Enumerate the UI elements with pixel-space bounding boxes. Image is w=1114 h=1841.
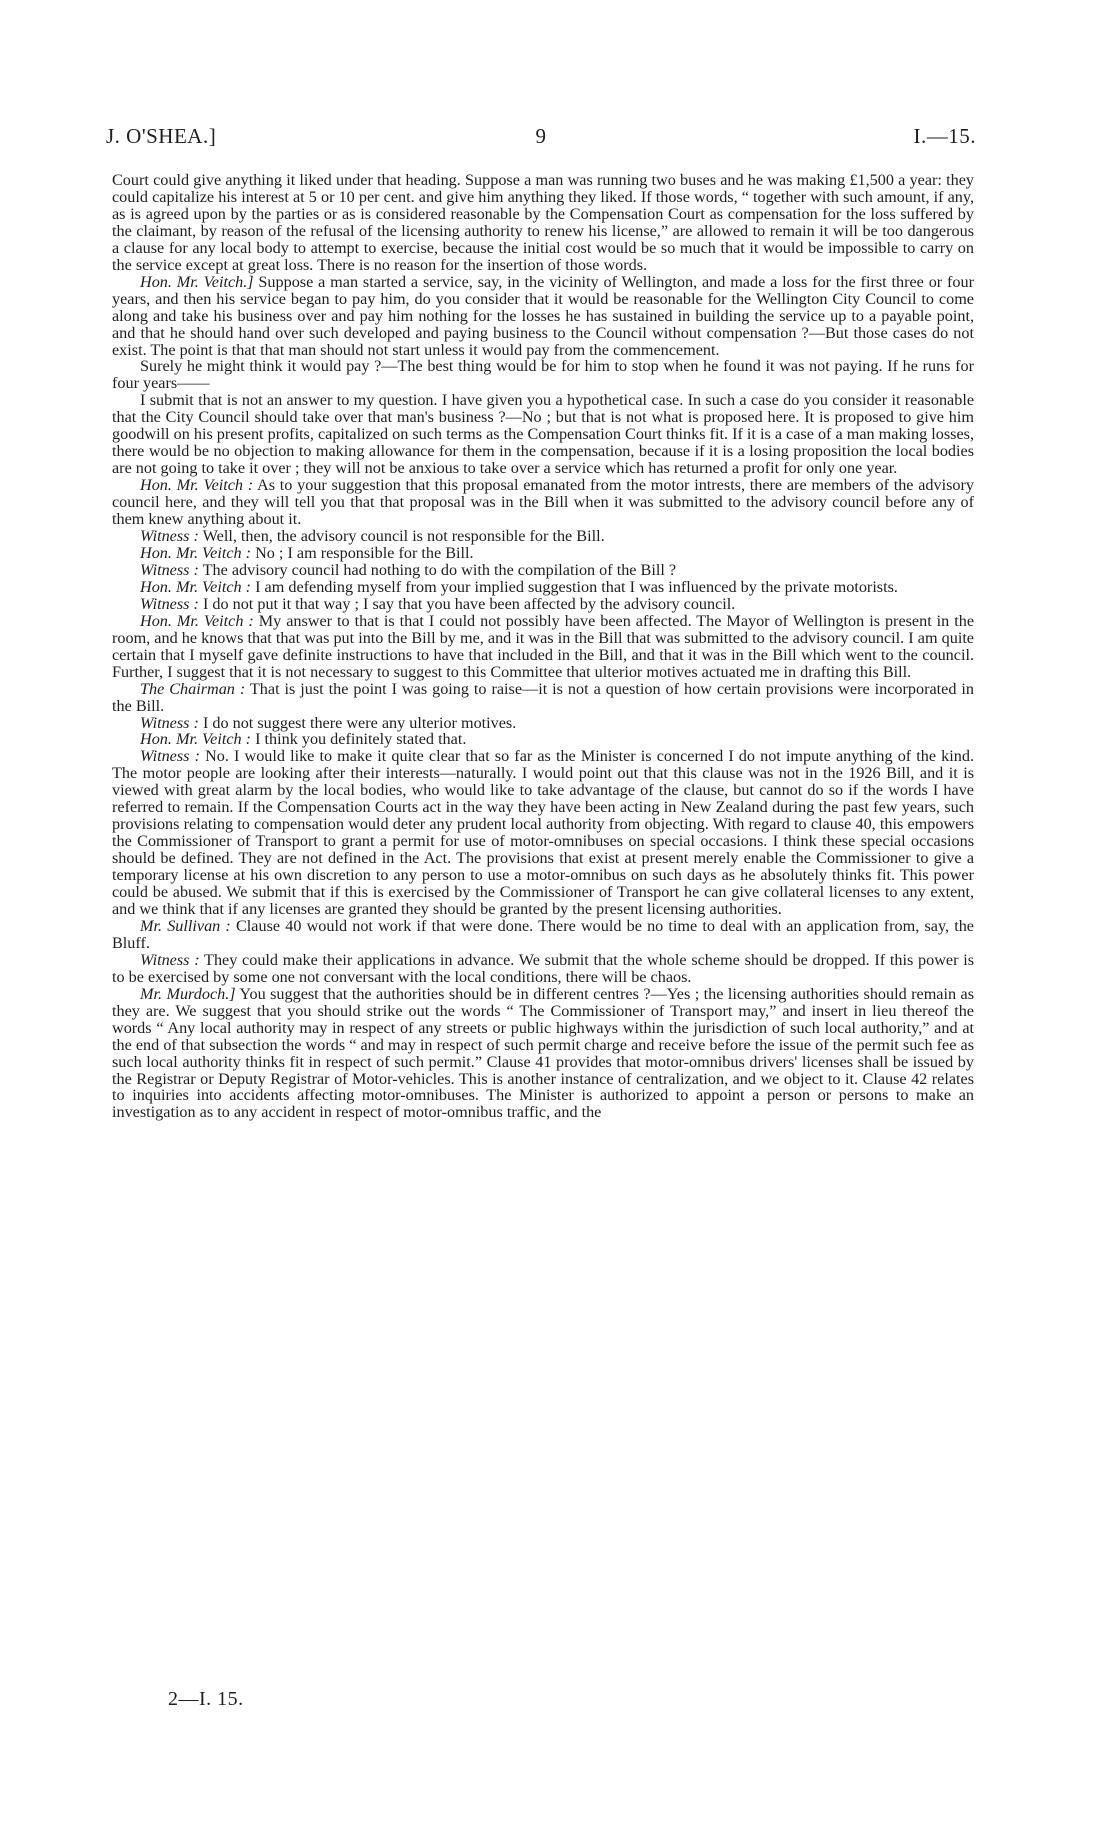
paragraph-text: That is just the point I was going to raise—it is not a question of how certain provisions were incorporated in the Bill. (112, 679, 974, 715)
speaker-name: Hon. Mr. Veitch : (140, 730, 252, 749)
speaker-name: Hon. Mr. Veitch : (140, 577, 252, 596)
paragraph (112, 918, 974, 952)
paragraph (112, 613, 974, 681)
speaker-name: Witness : (140, 713, 199, 732)
paragraph (112, 274, 974, 359)
paragraph (112, 172, 974, 274)
paragraph-text: You suggest that the authorities should be in different centres ?—Yes ; the licensing authorities should remain as they are. We suggest that you should strike out the words “ The Commissioner of Transport may,” and insert in lieu thereof the words “ Any local authority may in respect of any streets or public highways within the jurisdiction of such local authority,” and at the end of that subsection the words “ and may in respect of such permit charge and receive before the issue of the permit such fee as such local authority thinks fit in respect of such permit.” Clause 41 provides that motor-omnibus drivers' licenses shall be issued by the Registrar or Deputy Registrar of Motor-vehicles. This is another instance of centralization, and we object to it. Clause 42 relates to inquiries into accidents affecting motor-omnibuses. The Minister is authorized to appoint a person or persons to make an investigation as to any accident in respect of motor-omnibus traffic, and the (112, 984, 975, 1122)
speaker-name: Witness : (140, 950, 200, 969)
speaker-name: Hon. Mr. Veitch.] (140, 272, 254, 291)
speaker-name: Hon. Mr. Veitch : (140, 543, 252, 562)
paragraph-text: No. I would like to make it quite clear that so far as the Minister is concerned I do not impute anything of the kind. The motor people are looking after their interests—naturally. I would point out that this clause was not in the 1926 Bill, and it is viewed with great alarm by the local bodies, who would like to take advantage of the clause, but cannot do so if the words I have referred to remain. If the Compensation Courts act in the way they have been acting in New Zealand during the past few years, such provisions relating to compensation would deter any prudent local authority from objecting. With regard to clause 40, this empowers the Commissioner of Transport to grant a permit for use of motor-omnibuses on special occasions. I think these special occasions should be defined. They are not defined in the Act. The provisions that exist at present merely enable the Commissioner to give a temporary license at his own discretion to any person to use a motor-omnibus on such days as he absolutely thinks fit. This power could be abused. We submit that if this is exercised by the Commissioner of Transport he can give collateral licenses to any extent, and we think that if any licenses are granted they should be granted by the present licensing authorities. (112, 747, 975, 918)
speaker-name: Hon. Mr. Veitch : (140, 611, 254, 630)
page-number: 9 (535, 124, 547, 148)
paragraph-text: I am defending myself from your implied suggestion that I was influenced by the private motorists. (251, 577, 898, 596)
paragraph-text: They could make their applications in advance. We submit that the whole scheme should be dropped. If this power is to be exercised by some one not conversant with the local conditions, there will be chaos. (112, 950, 974, 986)
header-right: I.—15. (913, 124, 976, 148)
paragraph-text: I do not put it that way ; I say that you have been affected by the advisory council. (198, 594, 736, 613)
speaker-name: Witness : (140, 527, 199, 546)
paragraph (112, 477, 974, 528)
paragraph (112, 579, 974, 596)
speaker-name: Witness : (140, 594, 199, 613)
paragraph-text: I think you definitely stated that. (251, 730, 467, 749)
paragraph (112, 715, 974, 732)
paragraph (112, 545, 974, 562)
paragraph-text: Surely he might think it would pay ?—The best thing would be for him to stop when he found it was not paying. If he runs for four years—— (112, 357, 974, 393)
paragraph-text: As to your suggestion that this proposal emanated from the motor intrests, there are members of the advisory council here, and they will tell you that that proposal was in the Bill when it was submitted to the advisory council before any of them knew anything about it. (112, 476, 974, 529)
page-header (106, 124, 976, 154)
paragraph-text: No ; I am responsible for the Bill. (251, 543, 474, 562)
header-left: J. O'SHEA.] (106, 124, 217, 148)
paragraph (112, 392, 974, 477)
speaker-name: Witness : (140, 560, 199, 579)
speaker-name: Hon. Mr. Veitch : (140, 476, 254, 495)
paragraph-text: Clause 40 would not work if that were done. There would be no time to deal with an application from, say, the Bluff. (112, 916, 974, 952)
paragraph-text: Court could give anything it liked under that heading. Suppose a man was running two buses and he was making £1,500 a year: they could capitalize his interest at 5 or 10 per cent. and give him anything they liked. If those words, “ together with such amount, if any, as is agreed upon by the parties or as is considered reasonable by the Compensation Court as compensation for the loss suffered by the claimant, by reason of the refusal of the licensing authority to renew his license,” are allowed to remain it will be too dangerous a clause for any local body to attempt to exercise, because the initial cost would be so much that it would be impossible to carry on the service except at great loss. There is no reason for the insertion of those words. (112, 171, 974, 274)
paragraph-text: I submit that is not an answer to my question. I have given you a hypothetical case. In such a case do you consider it reasonable that the City Council should take over that man's business ?—No ; but that is not what is proposed here. It is proposed to give him goodwill on his present profits, capitalized on such terms as the Compensation Court thinks fit. If it is a case of a man making losses, there would be no objection to making allowance for them in the compensation, because if it is a losing proposition the local bodies are not going to take it over ; they will not be anxious to take over a service which has returned a profit for only one year. (112, 391, 974, 478)
speaker-name: Mr. Sullivan : (140, 916, 231, 935)
speaker-name: Mr. Murdoch.] (140, 984, 236, 1003)
paragraph-text: The advisory council had nothing to do with the compilation of the Bill ? (198, 560, 677, 579)
body-text (112, 172, 974, 1121)
paragraph-text: My answer to that is that I could not possibly have been affected. The Mayor of Wellington is present in the room, and he knows that that was put into the Bill by me, and it was in the Bill that was submitted to the advisory council. I am quite certain that I myself gave definite instructions to have that included in the Bill, and that it was in the Bill which went to the council. Further, I suggest that it is not necessary to suggest to this Committee that ulterior motives actuated me in drafting this Bill. (112, 611, 975, 681)
speaker-name: The Chairman : (140, 679, 246, 698)
paragraph (112, 562, 974, 579)
paragraph-text: I do not suggest there were any ulterior motives. (198, 713, 517, 732)
paragraph (112, 358, 974, 392)
paragraph (112, 952, 974, 986)
paragraph (112, 748, 974, 918)
paragraph (112, 681, 974, 715)
paragraph-text: Well, then, the advisory council is not responsible for the Bill. (198, 527, 605, 546)
paragraph (112, 986, 974, 1122)
paragraph (112, 528, 974, 545)
signature-mark: 2—I. 15. (168, 1688, 244, 1710)
paragraph (112, 731, 974, 748)
speaker-name: Witness : (140, 747, 200, 766)
paragraph (112, 596, 974, 613)
paragraph-text: Suppose a man started a service, say, in the vicinity of Wellington, and made a loss for the first three or four years, and then his service began to pay him, do you consider that it would be reasonable for the Wellington City Council to come along and take his business over and pay him nothing for the losses he has sustained in building the service up to a payable point, and that he should hand over such developed and paying business to the Council without compensation ?—But those cases do not exist. The point is that that man should not start unless it would pay from the commencement. (112, 272, 974, 359)
